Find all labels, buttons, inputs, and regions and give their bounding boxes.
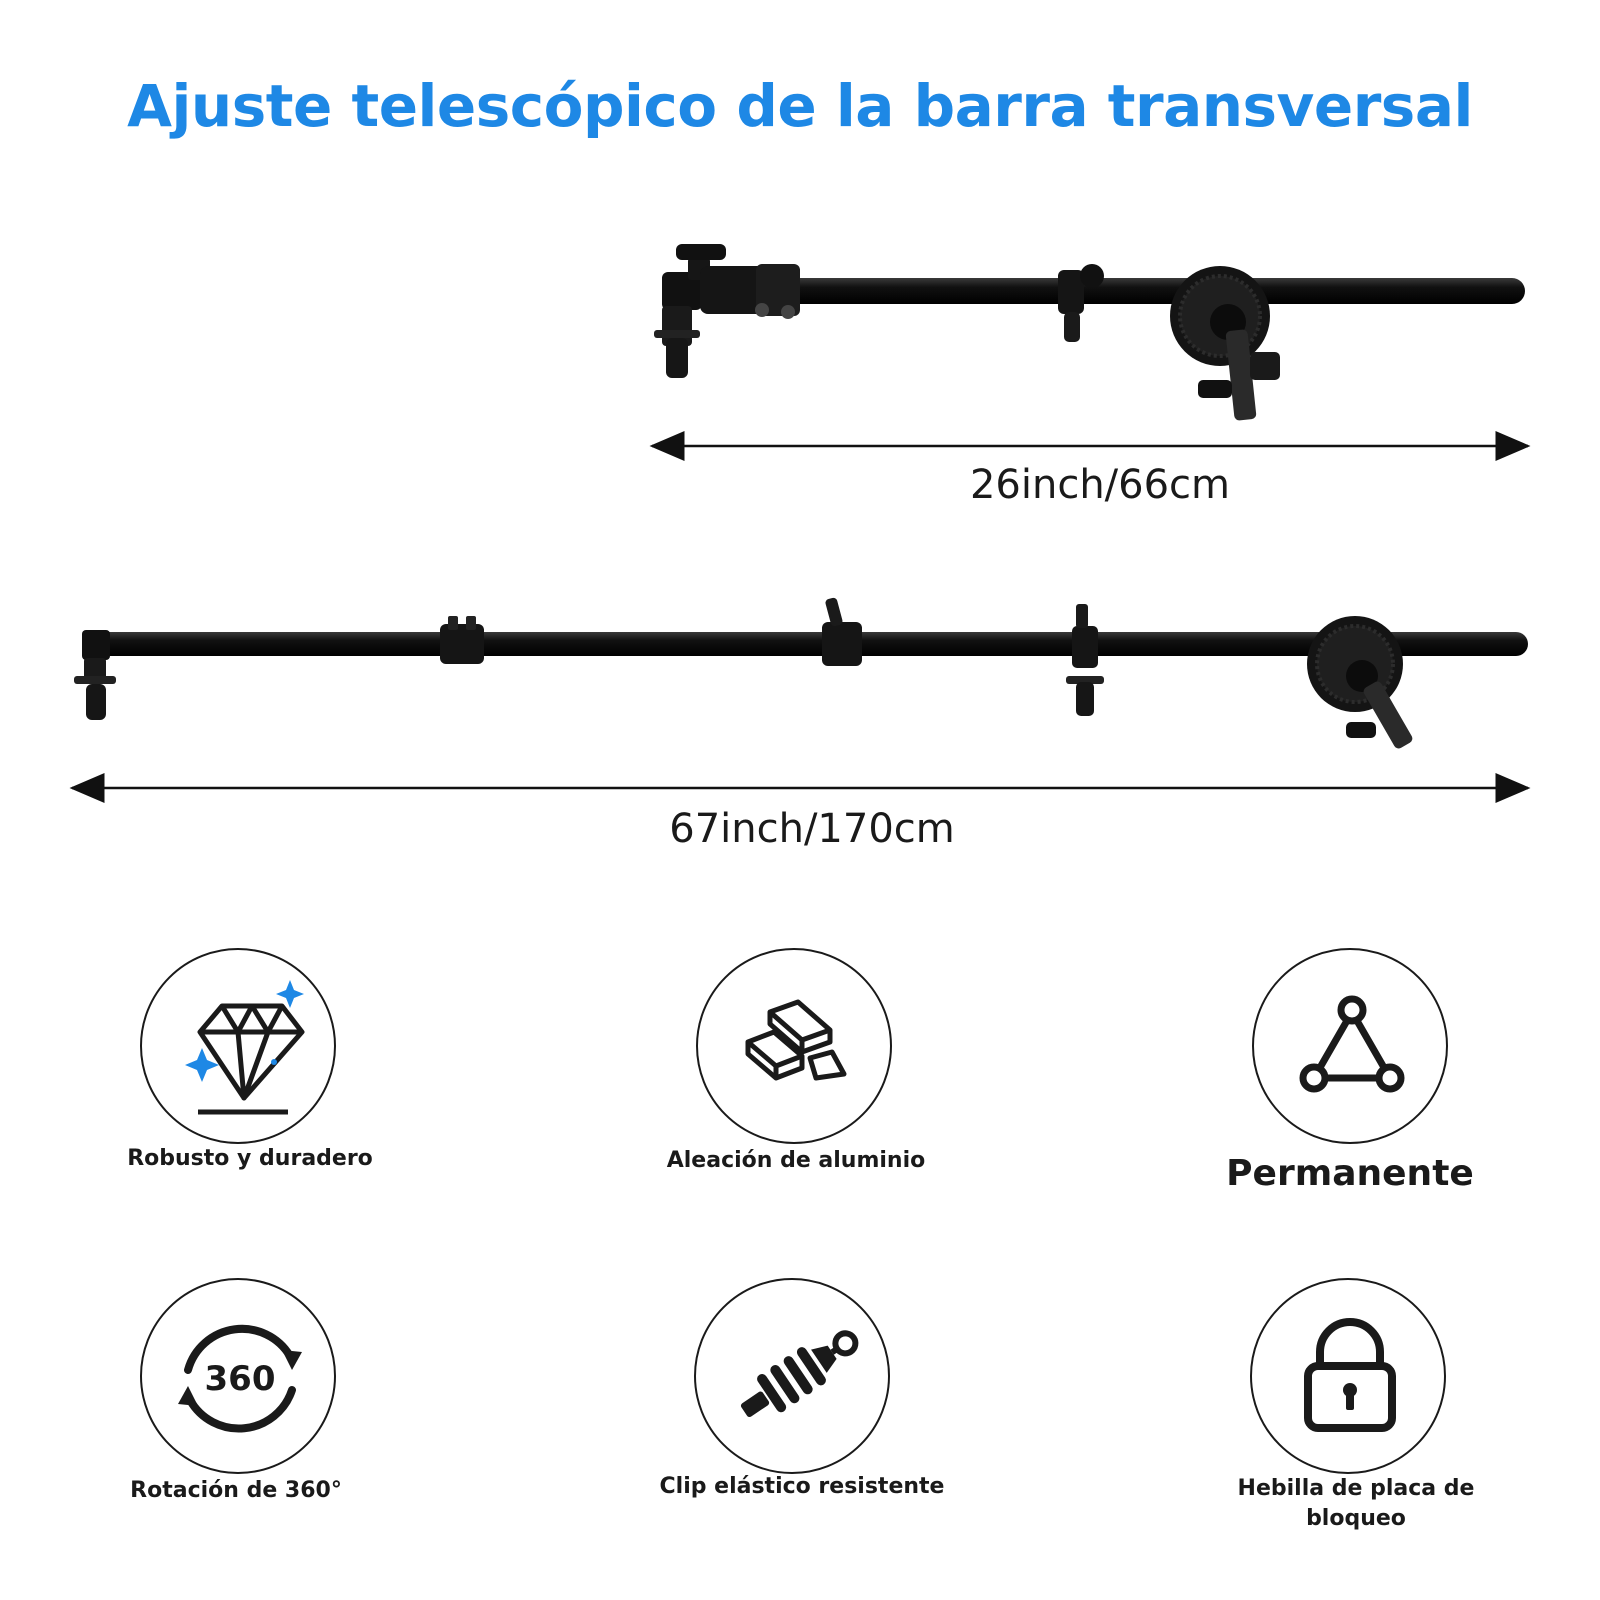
padlock-icon bbox=[1252, 1280, 1448, 1476]
short-crossbar bbox=[654, 244, 1525, 421]
feature-label-lock: Hebilla de placa de bloqueo bbox=[1237, 1476, 1475, 1531]
long-crossbar bbox=[74, 597, 1528, 750]
aluminum-ingots-icon bbox=[698, 950, 894, 1146]
feature-aluminum bbox=[696, 948, 892, 1144]
page-title: Ajuste telescópico de la barra transversal bbox=[127, 72, 1473, 140]
feature-rotation bbox=[140, 1278, 336, 1474]
long-length-label: 67inch/170cm bbox=[669, 806, 955, 852]
feature-label-durable: Robusto y duradero bbox=[127, 1146, 373, 1171]
feature-permanent bbox=[1252, 948, 1448, 1144]
feature-label-spring: Clip elástico resistente bbox=[659, 1474, 945, 1499]
rotate-360-icon-text: 360 bbox=[204, 1359, 276, 1399]
feature-label-aluminum: Aleación de aluminio bbox=[666, 1148, 926, 1173]
feature-lock bbox=[1250, 1278, 1446, 1474]
triangle-nodes-icon bbox=[1254, 950, 1450, 1146]
feature-durable bbox=[140, 948, 336, 1144]
short-length-label: 26inch/66cm bbox=[969, 462, 1231, 508]
spring-icon bbox=[696, 1280, 892, 1476]
feature-label-permanent: Permanente bbox=[1226, 1153, 1474, 1194]
rotate-360-icon bbox=[142, 1280, 338, 1476]
feature-spring bbox=[694, 1278, 890, 1474]
diamond-icon bbox=[142, 950, 338, 1146]
feature-label-rotation: Rotación de 360° bbox=[130, 1478, 342, 1503]
